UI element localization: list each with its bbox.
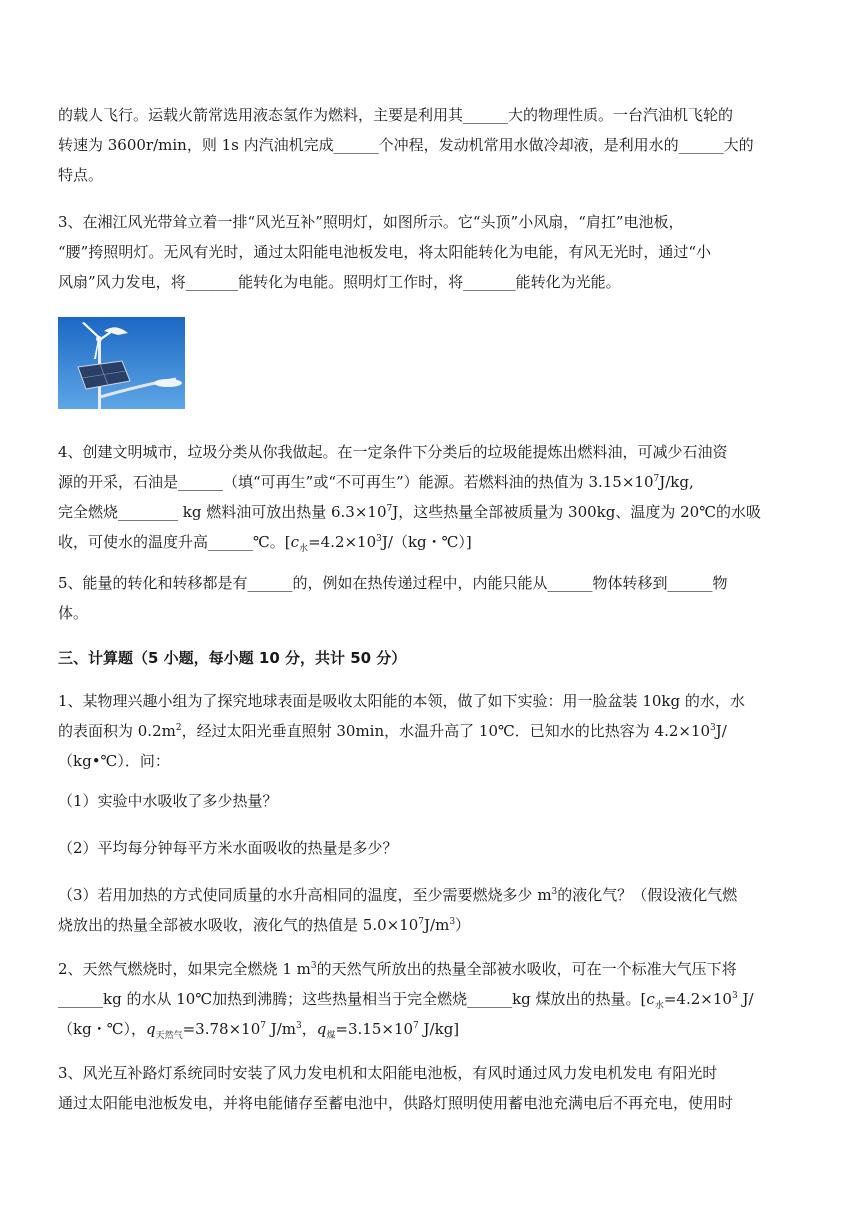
superscript: 3 xyxy=(449,917,456,927)
superscript: 2 xyxy=(175,723,182,733)
text-segment: J，这些热量全部被质量为 300kg、温度为 20℃的水吸 xyxy=(392,503,761,521)
text-segment: =3.15×10 xyxy=(335,1020,414,1038)
text-line xyxy=(58,497,804,527)
text-line: 1、某物理兴趣小组为了探究地球表面是吸收太阳能的本领，做了如下实验：用一脸盆装 10kg 的水，水 xyxy=(58,692,745,710)
text-segment: ______kg 的水从 10℃加热到沸腾；这些热量相当于完全燃烧______kg 煤放出的热量。[ xyxy=(58,990,647,1008)
text-line xyxy=(58,527,804,557)
text-line: “腰”挎照明灯。无风有光时，通过太阳能电池板发电，将太阳能转化为电能，有风无光时，通过“小 xyxy=(58,243,712,261)
superscript: 7 xyxy=(653,474,660,484)
text-segment: =4.2×10 xyxy=(308,533,377,551)
text-line: 的载人飞行。运载火箭常选用液态氢作为燃料，主要是利用其______大的物理性质。一台汽油机飞轮的 xyxy=(58,106,734,124)
text-segment: =4.2×10 xyxy=(663,990,732,1008)
wind-solar-streetlight-photo xyxy=(58,317,185,409)
question-4 xyxy=(58,437,804,557)
symbol-q: q xyxy=(316,1020,327,1038)
symbol-c: c xyxy=(290,533,300,551)
superscript: 3 xyxy=(551,887,558,897)
text-segment: （3）若用加热的方式使同质量的水升高相同的温度，至少需要燃烧多少 m xyxy=(58,886,552,904)
text-segment: （kg・℃）， xyxy=(58,1020,146,1038)
text-line xyxy=(58,1014,804,1044)
text-line: 转速为 3600r/min，则 1s 内汽油机完成______个冲程，发动机常用水做冷却液，是利用水的______大的 xyxy=(58,136,754,154)
text-segment: ，经过太阳光垂直照射 30min，水温升高了 10℃．已知水的比热容为 4.2×10 xyxy=(181,722,711,740)
sub-question-3 xyxy=(58,880,804,940)
text-segment: J/kg] xyxy=(418,1020,460,1038)
text-segment: =3.78×10 xyxy=(182,1020,261,1038)
text-line: 通过太阳能电池板发电，并将电能储存至蓄电池中，供路灯照明使用蓄电池充满电后不再充电，使用时 xyxy=(58,1094,734,1112)
superscript: 7 xyxy=(418,917,425,927)
text-line xyxy=(58,467,804,497)
text-line xyxy=(58,910,804,940)
superscript: 7 xyxy=(260,1021,266,1031)
text-segment: J/m xyxy=(265,1020,297,1038)
text-segment: 2、天然气燃烧时，如果完全燃烧 1 m xyxy=(58,960,311,978)
text-segment: J/ xyxy=(737,990,754,1008)
section-heading: 三、计算题（5 小题，每小题 10 分，共计 50 分） xyxy=(58,649,407,667)
superscript: 3 xyxy=(710,723,716,733)
text-segment: ， xyxy=(301,1020,317,1038)
calc-question-1 xyxy=(58,686,804,776)
superscript: 3 xyxy=(731,991,738,1001)
text-segment: 收，可使水的温度升高______℃。[ xyxy=(58,533,291,551)
text-line xyxy=(58,880,804,910)
symbol-c: c xyxy=(646,990,655,1008)
streetlight-image-icon xyxy=(58,317,185,409)
text-line: 特点。 xyxy=(58,166,104,184)
text-line xyxy=(58,984,804,1014)
text-segment: 源的开采，石油是______（填“可再生”或“不可再生”）能源。若燃料油的热值为 3.15×10 xyxy=(58,473,654,491)
text-segment: 完全燃烧________ kg 燃料油可放出热量 6.3×10 xyxy=(58,503,387,521)
symbol-q: q xyxy=(145,1020,156,1038)
text-line: （kg•℃）．问： xyxy=(58,752,170,770)
text-line: 3、风光互补路灯系统同时安装了风力发电机和太阳能电池板，有风时通过风力发电机发电 有阳光时 xyxy=(58,1064,718,1082)
text-segment: J/kg, xyxy=(659,473,694,491)
question-5 xyxy=(58,568,804,628)
text-line: 风扇”风力发电，将_______能转化为电能。照明灯工作时，将_______能转化为光能。 xyxy=(58,273,621,291)
superscript: 3 xyxy=(310,961,317,971)
text-segment: 的表面积为 0.2m xyxy=(58,722,176,740)
text-line: 3、在湘江风光带耸立着一排“风光互补”照明灯，如图所示。它“头顶”小风扇，“肩扛”电池板， xyxy=(58,213,684,231)
text-line: 5、能量的转化和转移都是有______的，例如在热传递过程中，内能只能从______物体转移到______物 xyxy=(58,574,728,592)
superscript: 3 xyxy=(376,534,382,544)
sub-question-2: （2）平均每分钟每平方米水面吸收的热量是多少？ xyxy=(58,839,398,857)
text-segment: J/m xyxy=(424,916,450,934)
text-segment: ） xyxy=(455,916,471,934)
sub-question-1: （1）实验中水吸收了多少热量？ xyxy=(58,792,278,810)
superscript: 7 xyxy=(413,1021,419,1031)
text-segment: J/ xyxy=(715,722,727,740)
text-segment: 的液化气？（假设液化气燃 xyxy=(557,886,738,904)
text-line xyxy=(58,716,804,746)
text-segment: 的天然气所放出的热量全部被水吸收，可在一个标准大气压下将 xyxy=(316,960,737,978)
subscript: 天然气 xyxy=(155,1031,183,1041)
subscript: 煤 xyxy=(326,1031,336,1041)
text-segment: J/（kg・℃）] xyxy=(381,533,472,551)
calc-question-2 xyxy=(58,954,804,1044)
text-line: 4、创建文明城市，垃圾分类从你我做起。在一定条件下分类后的垃圾能提炼出燃料油，可减少石油资 xyxy=(58,443,728,461)
text-line: 体。 xyxy=(58,604,89,622)
text-line xyxy=(58,954,804,984)
subscript: 水 xyxy=(299,544,309,554)
intro-paragraph xyxy=(58,100,804,190)
question-3 xyxy=(58,207,804,297)
text-segment: 烧放出的热量全部被水吸收，液化气的热值是 5.0×10 xyxy=(58,916,419,934)
superscript: 3 xyxy=(296,1021,302,1031)
superscript: 7 xyxy=(386,504,393,514)
calc-question-3 xyxy=(58,1058,804,1118)
subscript: 水 xyxy=(654,1001,664,1011)
